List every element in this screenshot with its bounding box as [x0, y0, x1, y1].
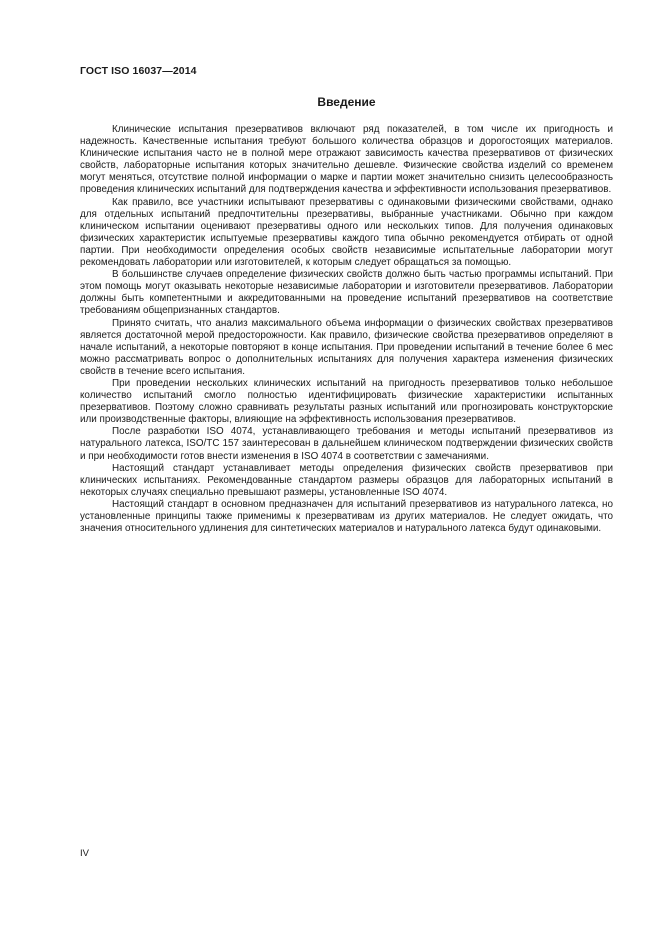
paragraph: В большинстве случаев определение физических свойств должно быть частью программы испытаний. При этом помощь могут оказывать некоторые независимые лаборатории и изготовители презервативов. Лаборатории должны быть компетентными и аккредитованными на проведение испытаний презервативов на соответствие требованиям общепризнанных стандартов. — [80, 269, 613, 317]
standard-code-header: ГОСТ ISO 16037—2014 — [80, 65, 197, 77]
paragraph: После разработки ISO 4074, устанавливающего требования и методы испытаний презервативов из натурального латекса, ISO/TC 157 заинтересован в дальнейшем клиническом подтверждении физических свойств и при необходимости готов внести изменения в ISO 4074 в соответствии с замечаниями. — [80, 426, 613, 462]
paragraph: Настоящий стандарт устанавливает методы определения физических свойств презервативов при клинических испытаниях. Рекомендованные стандартом размеры образцов для лабораторных испытаний в некоторых случаях специально превышают размеры, установленные ISO 4074. — [80, 462, 613, 498]
page-number: IV — [80, 848, 89, 859]
body-text — [80, 124, 613, 535]
paragraph: Настоящий стандарт в основном предназначен для испытаний презервативов из натурального латекса, но установленные принципы также применимы к презервативам из других материалов. Не следует ожидать, что значения относительного удлинения для синтетических материалов и натурального латекса будут одинаковыми. — [80, 498, 613, 535]
section-title: Введение — [317, 95, 376, 109]
paragraph: Принято считать, что анализ максимального объема информации о физических свойствах презервативов является достаточной мерой предосторожности. Как правило, физические свойства презервативов определяют в начале испытаний, а некоторые повторяют в конце испытания. При проведении испытаний в течение более 6 мес можно рассматривать вопрос о дополнительных испытаниях для получения характера изменения физических свойств в течение всего испытания. — [80, 317, 613, 377]
paragraph: При проведении нескольких клинических испытаний на пригодность презервативов только небольшое количество испытаний смогло полностью идентифицировать физические характеристики испытанных презервативов. Поэтому сложно сравнивать результаты разных испытаний или прогнозировать конструкторские или производственные факторы, влияющие на эффективность использования презервативов. — [80, 377, 613, 426]
paragraph: Клинические испытания презервативов включают ряд показателей, в том числе их пригодность и надежность. Качественные испытания требуют большого количества образцов и дорогостоящих материалов. Клинические испытания часто не в полной мере отражают зависимость качества презервативов от физических свойств, лабораторные испытания которых значительно дешевле. Физические свойства изделий со временем могут меняться, отсутствие полной информации о марке и партии может значительно снизить целесообразность проведения клинических испытаний для подтверждения качества и эффективности использования презервативов. — [80, 124, 613, 196]
paragraph: Как правило, все участники испытывают презервативы с одинаковыми физическими свойствами, однако для отдельных испытаний предпочтительны презервативы, выбранные участниками. Обычно при каждом клиническом испытании оценивают презервативы одного или нескольких типов. Для получения одинаковых физических характеристик испытуемые презервативы каждого типа обычно рекомендуется отбирать от одной партии. При необходимости определения особых свойств независимые испытательные лаборатории могут рекомендовать лаборатории или изготовителей, к которым следует обращаться за помощью. — [80, 196, 613, 269]
